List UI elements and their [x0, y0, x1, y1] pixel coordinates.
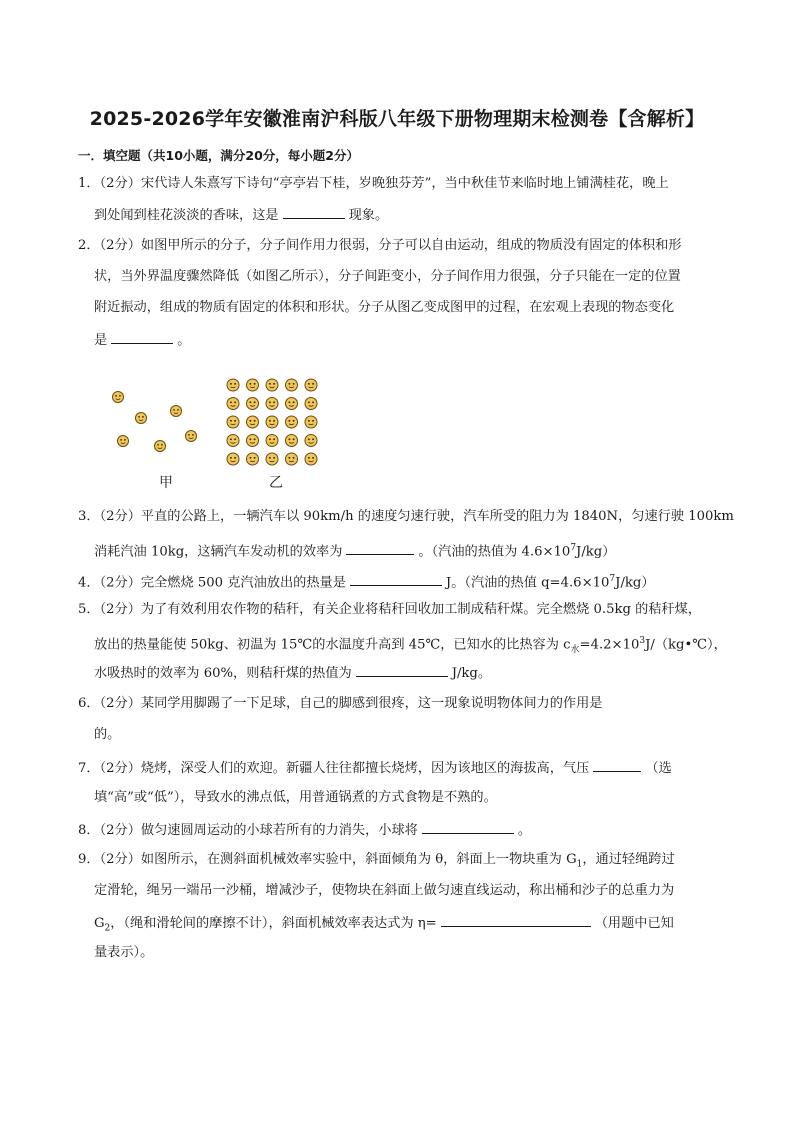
- question-3-note: 。（汽油的热值为 4.6×10: [418, 544, 571, 560]
- figure-label-a: 甲: [159, 475, 173, 491]
- question-9-hint: （用题中已知: [594, 916, 674, 931]
- question-8-text-end: 。: [517, 823, 532, 838]
- question-1-text-end: 现象。: [348, 208, 389, 223]
- answer-blank-3[interactable]: [346, 541, 414, 555]
- question-4-text: 4．（2分）完全燃烧 500 克汽油放出的热量是: [78, 575, 346, 591]
- question-9-text-c: ，（绳和滑轮间的摩擦不计），斜面机械效率表达式为 η=: [110, 916, 437, 931]
- gas-molecule: [155, 441, 166, 452]
- solid-molecule: [227, 379, 239, 391]
- solid-molecule: [247, 453, 259, 465]
- solid-molecule: [227, 416, 239, 428]
- solid-molecule: [266, 379, 278, 391]
- question-3-exponent: 7: [570, 543, 577, 553]
- solid-molecule: [286, 435, 298, 447]
- question-2-line-4: [94, 330, 190, 350]
- solid-molecule: [227, 398, 239, 410]
- question-4-note: J。（汽油的热值 q=4.6×10: [445, 575, 610, 591]
- question-6-line-2: 的。: [94, 727, 121, 742]
- question-5-line-3: [94, 663, 491, 683]
- question-5-unit: J/（kg•℃），: [645, 637, 727, 653]
- solid-molecule: [305, 398, 317, 410]
- solid-molecule: [247, 435, 259, 447]
- solid-molecule: [227, 435, 239, 447]
- question-9-text-b: ，通过轻绳跨过: [582, 852, 675, 867]
- question-4-exponent: 7: [609, 574, 616, 584]
- figure-label-b: 乙: [269, 475, 283, 491]
- question-5-line-1: 5．（2分）为了有效利用农作物的秸秆，有关企业将秸秆回收加工制成秸秆煤。完全燃烧 0.5kg 的秸秆煤，: [78, 602, 702, 617]
- question-5-text-c: 水吸热时的效率为 60%，则秸秆煤的热值为: [94, 666, 352, 681]
- solid-molecule: [266, 398, 278, 410]
- question-3-line-1: 3．（2分）平直的公路上，一辆汽车以 90km/h 的速度匀速行驶，汽车所受的阻力为 1840N，匀速行驶 100km: [78, 509, 734, 524]
- answer-blank-8[interactable]: [422, 820, 514, 834]
- question-1-line-1: 1．（2分）宋代诗人朱熹写下诗句“亭亭岩下桂，岁晚独芬芳”，当中秋佳节来临时地上铺满桂花，晚上: [78, 176, 669, 191]
- solid-molecule: [286, 453, 298, 465]
- question-7-hint: （选: [645, 761, 672, 776]
- section-heading: 一．填空题（共10小题，满分20分，每小题2分）: [78, 148, 359, 163]
- solid-molecule: [247, 398, 259, 410]
- molecules-solid-diagram: [227, 379, 317, 465]
- question-5-subscript: 水: [570, 645, 580, 656]
- question-2-line-3: 附近振动，组成的物质有固定的体积和形状。分子从图乙变成图甲的过程，在宏观上表现的物态变化: [94, 300, 675, 315]
- molecules-gas-diagram: [113, 392, 197, 452]
- answer-blank-9[interactable]: [441, 913, 591, 927]
- question-9-line-3: [94, 913, 674, 938]
- question-7-line-2: 填“高”或“低”），导致水的沸点低，用普通锅煮的方式食物是不熟的。: [94, 790, 497, 805]
- solid-molecule: [305, 416, 317, 428]
- question-5-text-end: J/kg。: [451, 666, 492, 681]
- solid-molecule: [266, 416, 278, 428]
- question-7-text: 7．（2分）烧烤，深受人们的欢迎。新疆人往往都擅长烧烤，因为该地区的海拔高，气压: [78, 761, 590, 776]
- solid-molecule: [305, 379, 317, 391]
- gas-molecule: [118, 436, 129, 447]
- solid-molecule: [266, 435, 278, 447]
- question-5-text-a: 放出的热量能使 50kg、初温为 15℃的水温度升高到 45℃，已知水的比热容为 c: [94, 637, 571, 653]
- question-7-line-1: [78, 758, 672, 778]
- question-9-line-4: 量表示）。: [94, 945, 154, 960]
- question-5-exponent: 3: [639, 636, 646, 646]
- solid-molecule: [286, 416, 298, 428]
- question-2-text-end: 。: [177, 333, 191, 348]
- question-9-subscript-1: 1: [576, 859, 583, 870]
- gas-molecule: [186, 431, 197, 442]
- answer-blank-7[interactable]: [593, 758, 641, 772]
- question-3-text: 消耗汽油 10kg，这辆汽车发动机的效率为: [94, 544, 343, 560]
- page-title: 2025-2026学年安徽淮南沪科版八年级下册物理期末检测卷【含解析】: [89, 108, 705, 130]
- solid-molecule: [305, 453, 317, 465]
- solid-molecule: [286, 379, 298, 391]
- question-9-line-2: 定滑轮，绳另一端吊一沙桶，增减沙子，使物块在斜面上做匀速直线运动，称出桶和沙子的总重力为: [94, 883, 675, 898]
- question-9-line-1: [78, 851, 675, 874]
- solid-molecule: [286, 398, 298, 410]
- question-9-g2: G: [94, 916, 105, 931]
- molecule-figure: [100, 368, 340, 493]
- answer-blank-5[interactable]: [356, 663, 448, 677]
- question-9-text-a: 9．（2分）如图所示，在测斜面机械效率实验中，斜面倾角为 θ，斜面上一物块重为 G: [78, 852, 577, 867]
- gas-molecule: [136, 413, 147, 424]
- question-3-unit: J/kg）: [576, 544, 616, 560]
- question-4-unit: J/kg）: [615, 575, 655, 591]
- question-8-line-1: [78, 820, 531, 840]
- answer-blank-1[interactable]: [283, 205, 345, 219]
- question-1-text: 到处闻到桂花淡淡的香味，这是: [94, 208, 279, 223]
- gas-molecule: [113, 392, 124, 403]
- answer-blank-2[interactable]: [111, 330, 173, 344]
- question-2-text: 是: [94, 333, 108, 348]
- question-3-line-2: [94, 539, 615, 561]
- question-2-line-2: 状，当外界温度骤然降低（如图乙所示），分子间距变小，分子间作用力很强，分子只能在一定的位置: [94, 269, 681, 284]
- question-1-line-2: [94, 205, 388, 225]
- solid-molecule: [247, 379, 259, 391]
- question-4-line-1: [78, 570, 655, 592]
- question-5-line-2: [94, 632, 727, 659]
- gas-molecule: [171, 406, 182, 417]
- question-6-line-1: 6．（2分）某同学用脚踢了一下足球，自己的脚感到很疼，这一现象说明物体间力的作用是: [78, 696, 603, 711]
- solid-molecule: [227, 453, 239, 465]
- question-5-text-b: =4.2×10: [579, 637, 640, 653]
- solid-molecule: [247, 416, 259, 428]
- question-8-text: 8．（2分）做匀速圆周运动的小球若所有的力消失，小球将: [78, 823, 418, 838]
- solid-molecule: [305, 435, 317, 447]
- solid-molecule: [266, 453, 278, 465]
- question-2-line-1: 2．（2分）如图甲所示的分子，分子间作用力很弱，分子可以自由运动，组成的物质没有固定的体积和形: [78, 238, 682, 253]
- answer-blank-4[interactable]: [350, 572, 442, 586]
- question-9-subscript-2: 2: [104, 923, 111, 934]
